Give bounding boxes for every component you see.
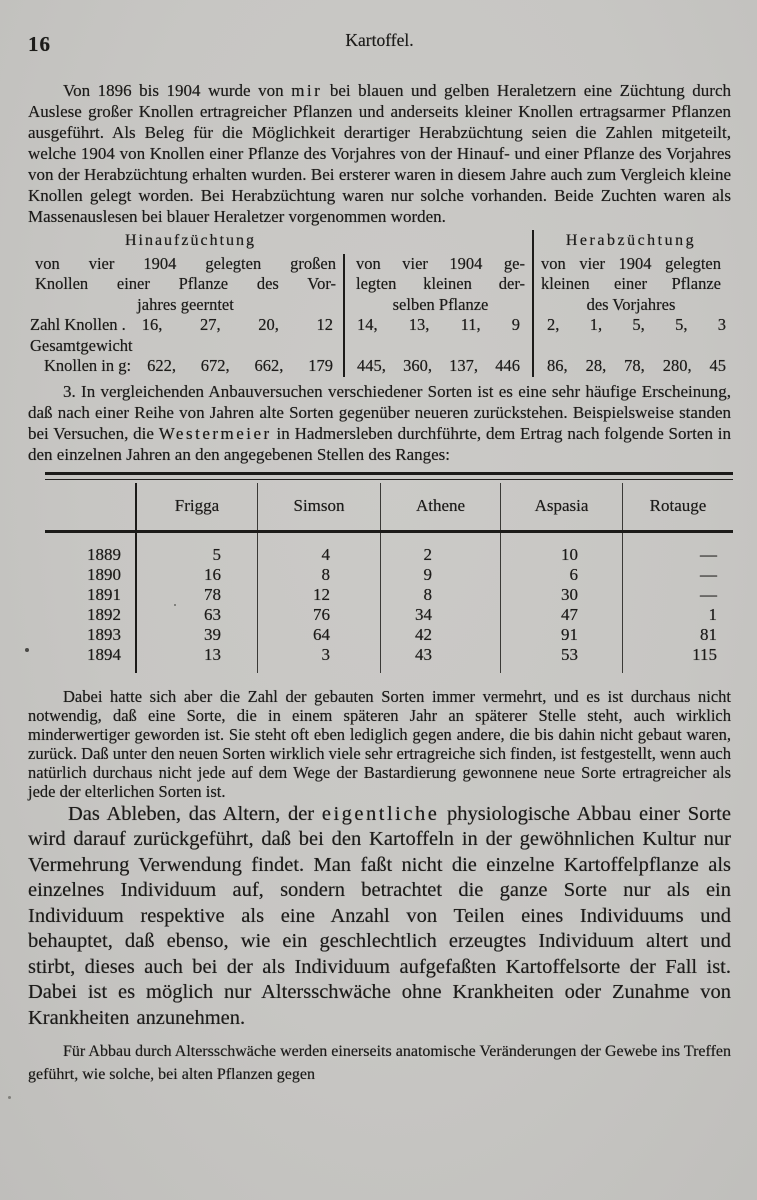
breeding-table-title-gap (343, 230, 532, 254)
rank-cell: 30 (500, 585, 622, 605)
rank-cell: — (622, 533, 733, 565)
rank-year: 1890 (87, 564, 121, 584)
rank-cell: 78 (135, 585, 257, 605)
col3-head-line: von vier 1904 gelegten (541, 253, 721, 273)
scan-speck (25, 648, 29, 652)
rank-year: 1889 (87, 544, 121, 564)
emphasis-eigentliche: eigentliche (321, 802, 440, 825)
rank-header-frigga: Frigga (135, 483, 257, 530)
breeding-row-weight-col2: 445, 360, 137, 446 (343, 356, 532, 377)
rank-cell: 5 (135, 533, 257, 565)
paragraph-3-text-cont: in Hadmersleben durchführte, dem Ertrag nach folgende Sorten in den einzelnen Jahren an den angegebenen Stellen des Ranges: (28, 423, 731, 464)
rank-header-simson: Simson (257, 483, 380, 530)
rank-header-year-blank (45, 483, 135, 530)
breeding-table-col2-head (343, 254, 532, 316)
emphasis-westermeier: Westermeier (158, 423, 272, 443)
breeding-table-col1-head (28, 254, 343, 316)
page-number: 16 (28, 32, 51, 56)
paragraph-abbau: Für Abbau durch Altersschwäche werden einerseits anatomische Veränderungen der Gewebe ins Treffen geführt, wie solche, bei alten Pflanzen gegen (28, 1043, 731, 1083)
running-title: Kartoffel. (345, 30, 414, 50)
rank-year: 1893 (87, 624, 121, 644)
scan-speck (174, 604, 176, 606)
paragraph-ableben (28, 802, 731, 1032)
breeding-row-count-col3: 2, 1, 5, 5, 3 (532, 315, 728, 336)
col2-head-line: selben Pflanze (392, 294, 489, 314)
rank-cell: 43 (380, 645, 500, 673)
rank-cell: — (622, 565, 733, 585)
rank-cell: 10 (500, 533, 622, 565)
rank-cell: 9 (380, 565, 500, 585)
rank-table-top-rule (45, 472, 733, 480)
rank-cell: 1 (622, 605, 733, 625)
rank-cell: 76 (257, 605, 380, 625)
paragraph-3 (28, 381, 731, 465)
row-count-values: 16, 27, 20, 12 (141, 315, 333, 334)
breeding-table (28, 230, 728, 377)
rank-table-body (45, 533, 733, 673)
rank-cell: 16 (135, 565, 257, 585)
row-weight-values: 622, 672, 662, 179 (147, 356, 333, 375)
breeding-table-down-title: Herabzüchtung (532, 230, 728, 254)
rank-year: 1892 (87, 604, 121, 624)
breeding-row-count-col1 (28, 315, 343, 336)
rank-header-athene: Athene (380, 483, 500, 530)
rank-cell: 4 (257, 533, 380, 565)
breeding-row-weight-label1: Gesamtgewicht (30, 335, 133, 355)
rank-cell: — (622, 585, 733, 605)
breeding-row-weight-col1 (28, 356, 343, 377)
paragraph-ableben-text: Das Ableben, das Altern, der (68, 802, 322, 825)
rank-year: 1891 (87, 584, 121, 604)
breeding-row-weight-col3: 86, 28, 78, 280, 45 (532, 356, 728, 377)
breeding-row-count-col2: 14, 13, 11, 9 (343, 315, 532, 336)
emphasis-mir: mir (291, 81, 323, 100)
rank-table (45, 472, 733, 673)
col1-head-line: jahres geerntet (137, 294, 234, 314)
rank-cell: 3 (257, 645, 380, 673)
rank-cell: 81 (622, 625, 733, 645)
paragraph-intro (28, 80, 731, 227)
rank-cell: 8 (257, 565, 380, 585)
paragraph-intro-text-cont: bei blauen und gelben Heraletzern eine Züchtung durch Auslese großer Knollen ertragreicher Pflanzen und anderseits kleiner Knollen ertragsarmer Pflanzen ausgeführt. Als Beleg für die Möglichkeit derartiger Herabzüchtung seien die Zahlen mitgeteilt, welche 1904 von Knollen einer Pflanze des Vorjahres von der Hinauf- und einer Pflanze des Vorjahres von der Herabzüchtung erhalten wurden. Bei ersterer waren in diesem Jahre auch zum Vergleich kleine Knollen gelegt worden. Bei Herabzüchtung waren nur solche vorhanden. Beide Zuchten waren als Massenauslesen bei blauer Heraletzer vorgenommen worden. (28, 81, 731, 226)
rank-cell: 53 (500, 645, 622, 673)
rank-cell: 12 (257, 585, 380, 605)
breeding-table-up-title: Hinaufzüchtung (124, 232, 257, 249)
rank-cell: 39 (135, 625, 257, 645)
breeding-row-weight-col3-spacer (532, 336, 728, 357)
rank-cell: 42 (380, 625, 500, 645)
paragraph-intro-text: Von 1896 bis 1904 wurde von (63, 81, 292, 100)
paragraph-dabei: Dabei hatte sich aber die Zahl der gebauten Sorten immer vermehrt, und es ist durchaus nicht notwendig, daß eine Sorte, die in einem späteren Jahr an späterer Stelle steht, auch wirklich minderwertiger geworden ist. Sie steht oft eben lediglich gegen andere, die bis dahin nicht gebaut waren, zurück. Daß unter den neuen Sorten wirklich viele sehr ertragreiche sich finden, ist festgestellt, wenn auch natürlich durchaus nicht jede auf dem Wege der Bastardierung gewonnene neue Sorte ertragreicher als jede der elterlichen Sorten ist. (28, 686, 731, 801)
col2-head-line: legten kleinen der- (356, 274, 525, 293)
page-header (28, 30, 731, 56)
rank-year: 1894 (87, 644, 121, 664)
col3-head-line: des Vorjahres (586, 294, 676, 314)
col1-head-line: von vier 1904 gelegten großen (35, 253, 336, 273)
row-weight-label2: Knollen in g: (44, 356, 132, 375)
rank-cell: 13 (135, 645, 257, 673)
rank-cell: 6 (500, 565, 622, 585)
col3-head-line: kleinen einer Pflanze (541, 274, 721, 293)
row-count-label: Zahl Knollen . (30, 315, 126, 334)
paragraph-3-text: 3. In vergleichenden Anbauversuchen verschiedener Sorten ist es eine sehr häufige Erscheinung, daß nach einer Reihe von Jahren alte Sorten gegenüber neueren zurückstehen. Beispielsweise standen bei Versuchen, die (28, 381, 731, 443)
rank-cell: 115 (622, 645, 733, 673)
col2-head-line: von vier 1904 ge- (356, 253, 525, 273)
paragraph-ableben-text-cont: physiologische Abbau einer Sorte wird darauf zurückgeführt, daß bei den Kartoffeln in der gewöhnlichen Kultur nur Vermehrung Verwendung findet. Man faßt nicht die einzelne Kartoffelpflanze als einzelnes Individuum auf, sondern betrachtet die ganze Sorte nur als ein Individuum respektive als eine Anzahl von Teilen eines Individuums und behauptet, daß ebenso, wie ein geschlechtlich erzeugtes Individuum altert und stirbt, dieses auch bei der als Individuum aufgefaßten Kartoffelsorte der Fall ist. Dabei ist es möglich nur Altersschwäche ohne Krankheiten oder Zunahme von Krankheiten anzunehmen. (28, 802, 731, 1029)
breeding-table-col3-head (532, 254, 728, 316)
rank-cell: 8 (380, 585, 500, 605)
rank-cell: 63 (135, 605, 257, 625)
scan-speck (8, 1096, 11, 1099)
col1-head-line: Knollen einer Pflanze des Vor- (35, 274, 336, 293)
breeding-row-weight-col2-spacer (343, 336, 532, 357)
rank-header-rotauge: Rotauge (622, 483, 733, 530)
rank-cell: 47 (500, 605, 622, 625)
rank-header-aspasia: Aspasia (500, 483, 622, 530)
rank-cell: 91 (500, 625, 622, 645)
rank-cell: 34 (380, 605, 500, 625)
rank-cell: 2 (380, 533, 500, 565)
rank-table-header-row (45, 483, 733, 533)
rank-cell: 64 (257, 625, 380, 645)
